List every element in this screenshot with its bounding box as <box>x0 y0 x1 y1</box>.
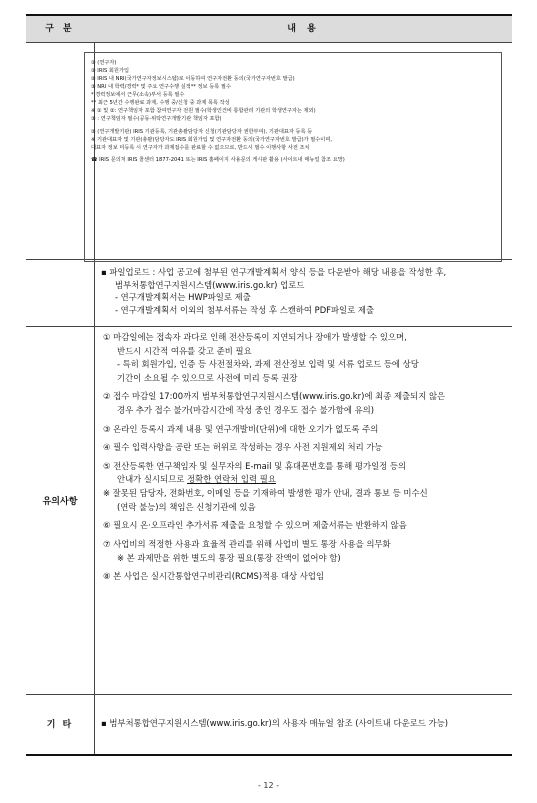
note-text: ⑦ 사업비의 적정한 사용과 효율적 관리를 위해 사업비 별도 통장 사용을 의무화 <box>103 538 391 549</box>
etc-content: ▪ 범부처통합연구지원시스템(www.iris.go.kr)의 사용자 매뉴얼 참조 (사이트내 다운로드 가능) <box>101 718 448 728</box>
upload-content <box>95 260 512 316</box>
notes-content <box>95 326 512 584</box>
header-content: 내 용 <box>287 24 320 34</box>
note-text: ③ 온라인 등록시 과제 내용 및 연구개발비(단위)에 대한 오기가 없도록 주의 <box>103 423 379 434</box>
note-text: 경우 추가 접수 불가(마감시간에 작성 중인 경우도 접수 불가함에 유의) <box>117 405 375 416</box>
row-file-upload <box>26 260 512 327</box>
note-item <box>103 570 504 584</box>
note-text: - 특히 회원가입, 인증 등 사전절차와, 과제 전산정보 입력 및 서류 업로드 등에 상당 <box>117 359 419 370</box>
upload-line: - 연구개발계획서 이외의 첨부서류는 작성 후 스캔하여 PDF파일로 제출 <box>115 304 375 315</box>
notes-label: 유의사항 <box>42 497 78 507</box>
note-text: ※ 잘못된 담당자, 전화번호, 이메일 등을 기재하여 발생한 평가 안내, 결과 통보 등 미수신 <box>103 488 428 499</box>
etc-label: 기 타 <box>46 720 74 730</box>
guideline-table <box>26 14 512 756</box>
box-line: ** 최근 5년간 수행완료 과제, 수행 중/신청 중 과제 목록 작성 <box>91 100 230 107</box>
box-line: ① IRIS 회원가입 <box>91 68 129 75</box>
note-text: (연락 불능)의 책임은 신청기관에 있음 <box>117 501 256 512</box>
note-item <box>103 390 504 417</box>
note-item <box>103 423 504 437</box>
note-text: ⑤ 전산등록한 연구책임자 및 실무자의 E-mail 및 휴대폰번호를 통해 평가일정 등의 <box>103 460 407 471</box>
note-text: ④ 필수 입력사항을 공란 또는 허위로 작성하는 경우 사전 지원제외 처리 가능 <box>103 442 383 453</box>
box-line: ② (연구개발기관) IRIS 기관등록, 기관총괄담당자 신청(기관담당자 권한부여), 기관대표자 등록 등 <box>91 128 313 135</box>
row-notes <box>26 326 512 695</box>
box-line: ③ NRI 내 학력/경력* 및 주요 연구수행 실적** 정보 등록 필수 <box>91 84 231 91</box>
box-line: * 경력정보에서 근무(소속)부서 등록 필수 <box>91 92 185 99</box>
note-text: ① 마감일에는 접속자 과다로 인해 전산등록이 지연되거나 장애가 발생할 수 있으며, <box>103 332 407 342</box>
box-line: ③ : 연구책임자 필수(공동·위탁연구개발기관 책임자 포함) <box>91 116 222 123</box>
iris-registration-box <box>84 52 502 262</box>
note-item <box>103 538 504 565</box>
note-item <box>103 460 504 514</box>
note-item <box>103 331 504 385</box>
note-item <box>103 519 504 533</box>
note-text: ⑥ 필요시 온·오프라인 추가서류 제출을 요청할 수 있으며 제출서류는 반환하지 않음 <box>103 520 407 531</box>
note-text: ② 접수 마감일 17:00까지 범부처통합연구지원시스템(www.iris.go.kr)에 최종 제출되지 않은 <box>103 391 446 402</box>
box-line: ② IRIS 내 NRI(국가연구자정보시스템)로 이동하여 연구자전환 동의(국가연구자번호 발급) <box>91 76 295 83</box>
note-text: 기간이 소요될 수 있으므로 사전에 미리 등록 권장 <box>117 372 298 383</box>
box-line: 대표자 정보 미등록 시 연구자가 과제접수를 완료할 수 없으므로, 반드시 필수 이행사항 사전 조치 <box>91 144 310 151</box>
upload-line: - 연구개발계획서는 HWP파일로 제출 <box>115 292 251 303</box>
note-text: 안내가 실시되므로 <box>117 474 188 485</box>
page-number: - 12 - <box>257 781 280 790</box>
note-text: ⑧ 본 사업은 실시간통합연구비관리(RCMS)적용 대상 사업임 <box>103 571 325 582</box>
note-text: ※ 본 과제만을 위한 별도의 통장 필요(통장 잔액이 없어야 함) <box>117 552 341 563</box>
box-line: ① (연구자) <box>91 60 117 66</box>
note-underlined-text: 정확한 연락처 입력 필요 <box>187 474 276 485</box>
box-line: ※ ① 및 ②: 연구책임자 포함 참여연구자 전원 필수(학생인건비 통합관리 기관의 학생연구자는 제외) <box>91 108 316 115</box>
box-line: ※ 기관대표자 및 기관(총괄)담당자도 IRIS 회원가입 및 연구자전환 동의(국가연구자번호 발급)가 필수이며, <box>91 136 332 143</box>
upload-line: ▪ 파일업로드 : 사업 공고에 첨부된 연구개발계획서 양식 등을 다운받아 해당 내용을 작성한 후, <box>101 267 447 277</box>
row-etc <box>26 695 512 752</box>
header-category: 구 분 <box>45 24 75 34</box>
note-text <box>103 473 504 487</box>
upload-line: 범부처통합연구지원시스템(www.iris.go.kr) 업로드 <box>115 279 305 290</box>
note-text: 반드시 시간적 여유를 갖고 준비 필요 <box>117 345 252 356</box>
table-header <box>26 16 512 43</box>
note-item <box>103 441 504 455</box>
box-line: ☎ IRIS 문의처 IRIS 콜센터 1877-2041 또는 IRIS 홈페이지 사용문의 게시판 활용 (사이트내 매뉴얼 참조 요망) <box>91 156 345 163</box>
